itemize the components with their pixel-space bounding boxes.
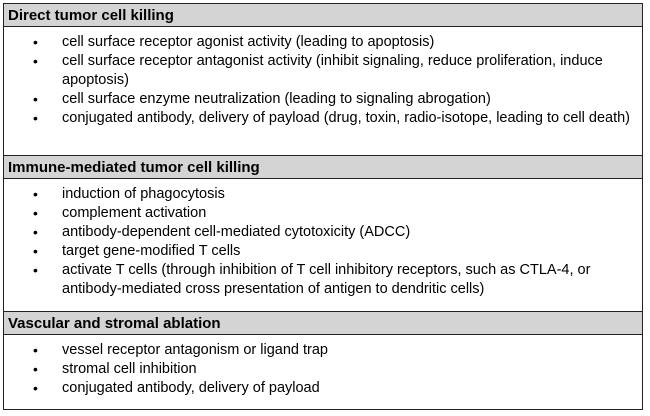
- list-item-text: complement activation: [62, 205, 207, 221]
- list-item-text: induction of phagocytosis: [62, 186, 225, 202]
- bullet-icon: •: [33, 342, 38, 358]
- bullet-icon: •: [33, 205, 38, 221]
- item-list: [4, 341, 642, 398]
- list-item: [4, 223, 642, 242]
- bullet-icon: •: [33, 224, 38, 240]
- list-item: [4, 242, 642, 261]
- section-header-direct-killing: Direct tumor cell killing: [4, 4, 642, 27]
- mechanisms-table: [3, 3, 643, 410]
- list-item-text: cell surface receptor agonist activity (leading to apoptosis): [62, 34, 435, 50]
- item-list: [4, 185, 642, 299]
- section-body-direct-killing: [4, 27, 642, 156]
- list-item: [4, 341, 642, 360]
- list-item: [4, 90, 642, 109]
- list-item-text: conjugated antibody, delivery of payload: [62, 380, 320, 396]
- list-item: [4, 204, 642, 223]
- list-item-text: vessel receptor antagonism or ligand trap: [62, 342, 328, 358]
- bullet-icon: •: [33, 380, 38, 396]
- list-item-text: cell surface enzyme neutralization (leading to signaling abrogation): [62, 91, 491, 107]
- list-item: [4, 379, 642, 398]
- section-body-vascular-ablation: [4, 335, 642, 409]
- item-list: [4, 33, 642, 128]
- list-item: [4, 185, 642, 204]
- list-item-text: target gene-modified T cells: [62, 243, 241, 259]
- bullet-icon: •: [33, 110, 38, 126]
- list-item: [4, 109, 642, 128]
- list-item-text: cell surface receptor antagonist activity (inhibit signaling, reduce proliferation, induce apoptosis): [62, 53, 603, 88]
- list-item-text: activate T cells (through inhibition of T cell inhibitory receptors, such as CTLA-4, or antibody-mediated cross presentation of antigen to dendritic cells): [62, 262, 591, 297]
- section-header-vascular-ablation: Vascular and stromal ablation: [4, 312, 642, 335]
- section-header-immune-killing: Immune-mediated tumor cell killing: [4, 156, 642, 179]
- section-body-immune-killing: [4, 179, 642, 312]
- bullet-icon: •: [33, 243, 38, 259]
- list-item: [4, 33, 642, 52]
- list-item-text: antibody-dependent cell-mediated cytotoxicity (ADCC): [62, 224, 411, 240]
- bullet-icon: •: [33, 34, 38, 50]
- list-item-text: stromal cell inhibition: [62, 361, 197, 377]
- bullet-icon: •: [33, 361, 38, 377]
- bullet-icon: •: [33, 91, 38, 107]
- list-item: [4, 360, 642, 379]
- list-item-text: conjugated antibody, delivery of payload (drug, toxin, radio-isotope, leading to cell death): [62, 110, 631, 126]
- bullet-icon: •: [33, 262, 38, 278]
- list-item: [4, 52, 642, 90]
- list-item: [4, 261, 642, 299]
- bullet-icon: •: [33, 186, 38, 202]
- bullet-icon: •: [33, 53, 38, 69]
